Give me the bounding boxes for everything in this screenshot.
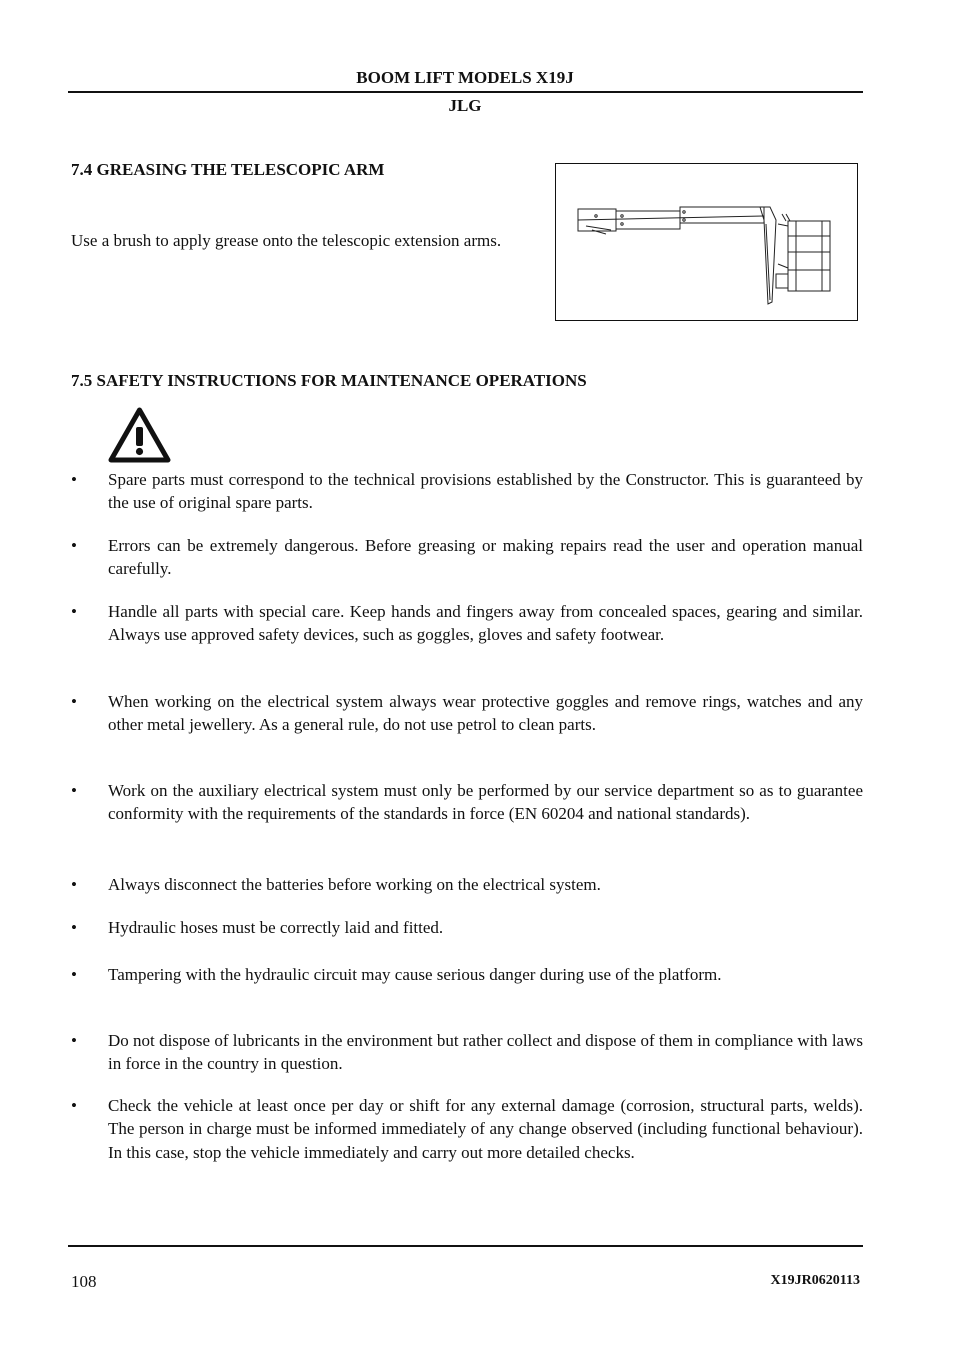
bullet-symbol: •	[71, 602, 77, 621]
bullet-symbol: •	[71, 470, 77, 489]
bullet-symbol: •	[71, 918, 77, 937]
list-item-text: Do not dispose of lubricants in the environment but rather collect and dispose of them in compliance with laws in force in the country in question.	[108, 1031, 863, 1074]
bullet-symbol: •	[71, 1096, 77, 1115]
section-7-5-title: 7.5 SAFETY INSTRUCTIONS FOR MAINTENANCE OPERATIONS	[71, 371, 587, 390]
bullet-symbol: •	[71, 1031, 77, 1050]
list-item-text: Errors can be extremely dangerous. Before greasing or making repairs read the user and operation manual carefully.	[108, 536, 863, 579]
document-header-title: BOOM LIFT MODELS X19J	[356, 68, 574, 87]
bullet-symbol: •	[71, 692, 77, 711]
page-number: 108	[71, 1272, 97, 1291]
footer-rule	[68, 1245, 863, 1247]
list-item-text: Always disconnect the batteries before working on the electrical system.	[108, 875, 601, 894]
telescopic-arm-drawing	[556, 164, 859, 322]
bullet-symbol: •	[71, 781, 77, 800]
list-item-text: Spare parts must correspond to the technical provisions established by the Constructor. This is guaranteed by the use of original spare parts.	[108, 470, 863, 513]
list-item-text: Handle all parts with special care. Keep hands and fingers away from concealed spaces, gearing and similar. Always use approved safety devices, such as goggles, gloves and safety footwear.	[108, 602, 863, 645]
list-item-text: Work on the auxiliary electrical system must only be performed by our service department so as to guarantee conformity with the requirements of the standards in force (EN 60204 and national standards).	[108, 781, 863, 824]
list-item-text: Tampering with the hydraulic circuit may cause serious danger during use of the platform.	[108, 965, 722, 984]
list-item-text: Check the vehicle at least once per day or shift for any external damage (corrosion, structural parts, welds). The person in charge must be informed immediately of any change observed (including functional behaviour). In this case, stop the vehicle immediately and carry out more detailed checks.	[108, 1096, 863, 1162]
bullet-symbol: •	[71, 536, 77, 555]
bullet-symbol: •	[71, 965, 77, 984]
section-7-4-body: Use a brush to apply grease onto the telescopic extension arms.	[71, 231, 502, 250]
section-7-4-title: 7.4 GREASING THE TELESCOPIC ARM	[71, 160, 385, 179]
telescopic-arm-figure	[555, 163, 858, 321]
header-rule	[68, 91, 863, 93]
list-item-text: When working on the electrical system always wear protective goggles and remove rings, watches and any other metal jewellery. As a general rule, do not use petrol to clean parts.	[108, 692, 863, 735]
document-code: X19JR0620113	[770, 1273, 860, 1288]
list-item-text: Hydraulic hoses must be correctly laid and fitted.	[108, 918, 444, 937]
document-header-brand: JLG	[448, 96, 482, 115]
bullet-symbol: •	[71, 875, 77, 894]
warning-triangle-icon	[108, 407, 171, 463]
